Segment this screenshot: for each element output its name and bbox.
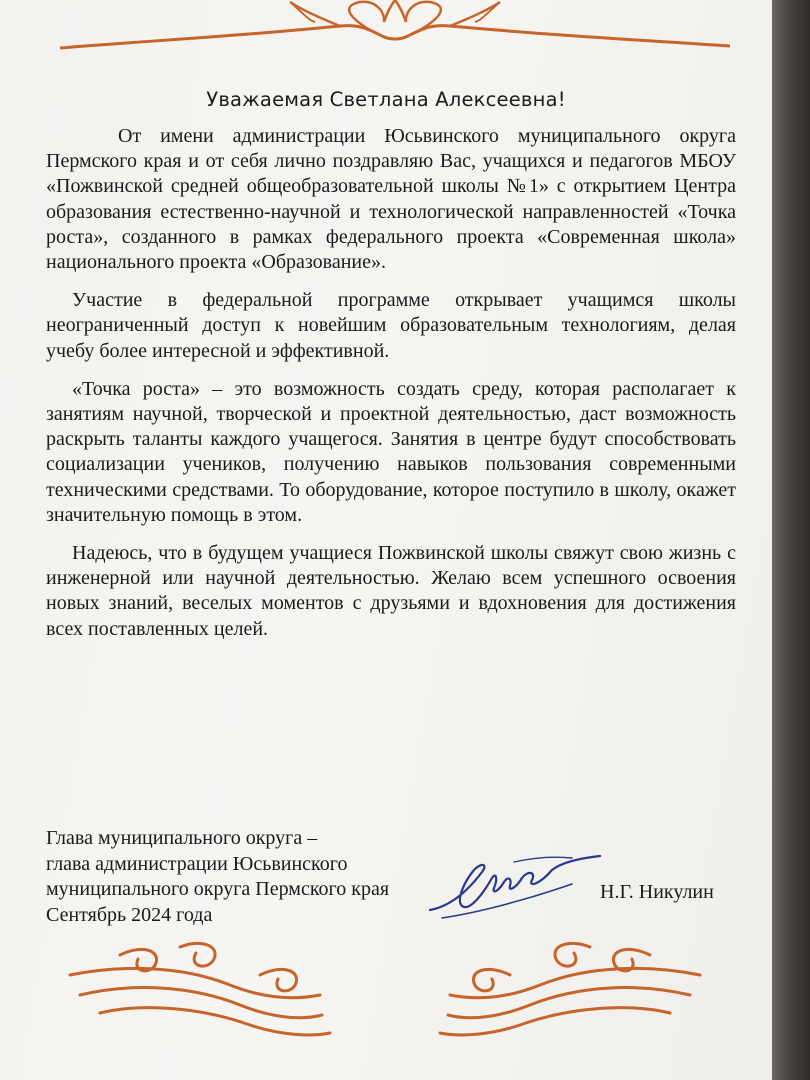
signature-block <box>46 826 389 928</box>
signer-name: Н.Г. Никулин <box>600 881 714 903</box>
paragraph: Надеюсь, что в будущем учащиеся Пожвинской школы свяжут свою жизнь с инженерной или научной деятельностью. Желаю всем успешного освоения новых знаний, веселых моментов с друзьями и вдохновения для достижения всех поставленных целей. <box>46 542 736 640</box>
signer-title-line: муниципального округа Пермского края <box>46 878 390 900</box>
handwritten-signature-icon <box>422 848 607 928</box>
bottom-ornament-icon <box>60 935 710 1045</box>
paragraph: Участие в федеральной программе открывает учащимся школы неограниченный доступ к новейшим образовательным технологиям, делая учебу более интересной и эффективной. <box>46 289 736 362</box>
paragraph: «Точка роста» – это возможность создать среду, которая располагает к занятиям научной, творческой и проектной деятельностью, даст возможность раскрыть таланты каждого учащегося. Занятия в центре будут способствовать социализации учеников, получению навыков пользования современными техническими средствами. То оборудование, которое поступило в школу, окажет значительную помощь в этом. <box>46 377 736 526</box>
signer-title-line: глава администрации Юсьвинского <box>46 852 348 875</box>
salutation: Уважаемая Светлана Алексеевна! <box>206 88 566 111</box>
letter-date: Сентябрь 2024 года <box>46 903 213 926</box>
letter-body <box>46 124 736 655</box>
paragraph: От имени администрации Юсьвинского муниципального округа Пермского края и от себя лично поздравляю Вас, учащихся и педагогов МБОУ «Пожвинской средней общеобразовательной школы №1» с открытием Центра образования естественно-научной и технологической направленностей «Точка роста», созданного в рамках федерального проекта «Современная школа» национального проекта «Образование». <box>46 125 736 274</box>
page-edge <box>772 0 810 1080</box>
signer-title-line: Глава муниципального округа – <box>46 827 318 849</box>
top-ornament-icon <box>40 0 740 60</box>
